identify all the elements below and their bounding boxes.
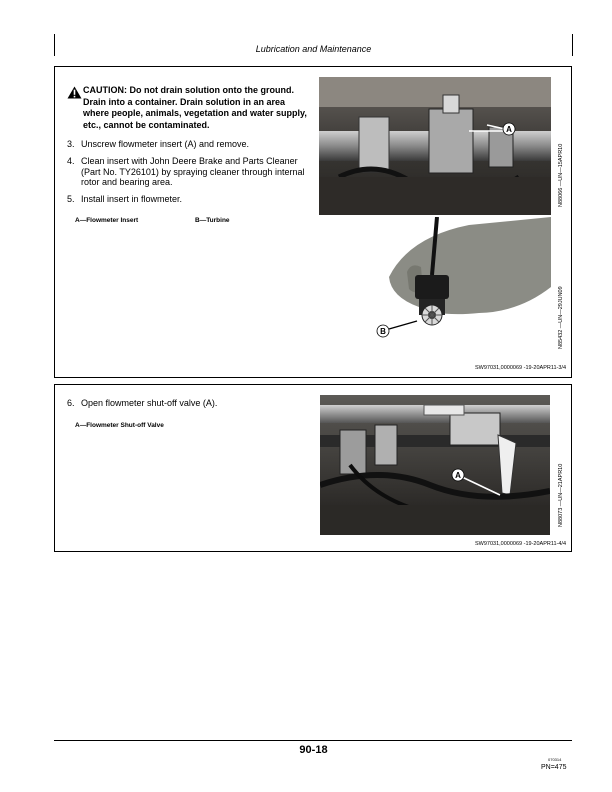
callout-b-photo2: B (380, 327, 386, 336)
warning-triangle-icon (67, 86, 82, 99)
photo-shutoff-valve (320, 395, 550, 535)
page-header-title: Lubrication and Maintenance (255, 44, 372, 54)
photo-turbine (319, 217, 551, 357)
legend-shutoff-valve: A—Flowmeter Shut-off Valve (75, 422, 164, 429)
steps-list-1 (67, 139, 317, 211)
section2-reference: SW97031,0000069 -19-20APR11-4/4 (475, 541, 567, 547)
section1-reference: SW97031,0000069 -19-20APR11-3/4 (475, 365, 567, 371)
section-shutoff-valve (54, 384, 572, 552)
step-5: 5. Install insert in flowmeter. (67, 194, 183, 205)
section-flowmeter-insert (54, 66, 572, 378)
step-4: 4. Clean insert with John Deere Brake and Parts Cleaner (Part No. TY26101) by spraying cleaner through internal rotor and bearing area. (67, 155, 305, 188)
callout-a-photo1: A (506, 125, 512, 134)
photo2-id: N85432 —UN—29JUN09 (558, 286, 564, 349)
caution-text: Drain into a container. Drain solution in an area where people, animals, vegetation and water supply, etc., cannot be contaminated. (83, 96, 307, 130)
step-3: 3. Unscrew flowmeter insert (A) and remove. (67, 139, 250, 149)
footer-code: 070314 (548, 757, 562, 762)
legend-flowmeter-insert: A—Flowmeter Insert (75, 217, 139, 224)
page-number: 90-18 (299, 744, 328, 756)
caution-block (67, 85, 312, 131)
photo3-id: N88073 —UN—21APR10 (558, 463, 564, 527)
legend-turbine: B—Turbine (195, 217, 230, 224)
photo1-id: N88066 —UN—15APR10 (558, 143, 564, 207)
photo-flowmeter-insert (319, 77, 551, 215)
step-6: 6. Open flowmeter shut-off valve (A). (67, 398, 218, 408)
steps-list-2 (67, 398, 317, 415)
footer-pn: PN=475 (541, 764, 567, 771)
callout-a-photo3: A (455, 471, 461, 480)
footer-rule (54, 740, 572, 741)
caution-line1: CAUTION: Do not drain solution onto the ground. (83, 85, 294, 95)
